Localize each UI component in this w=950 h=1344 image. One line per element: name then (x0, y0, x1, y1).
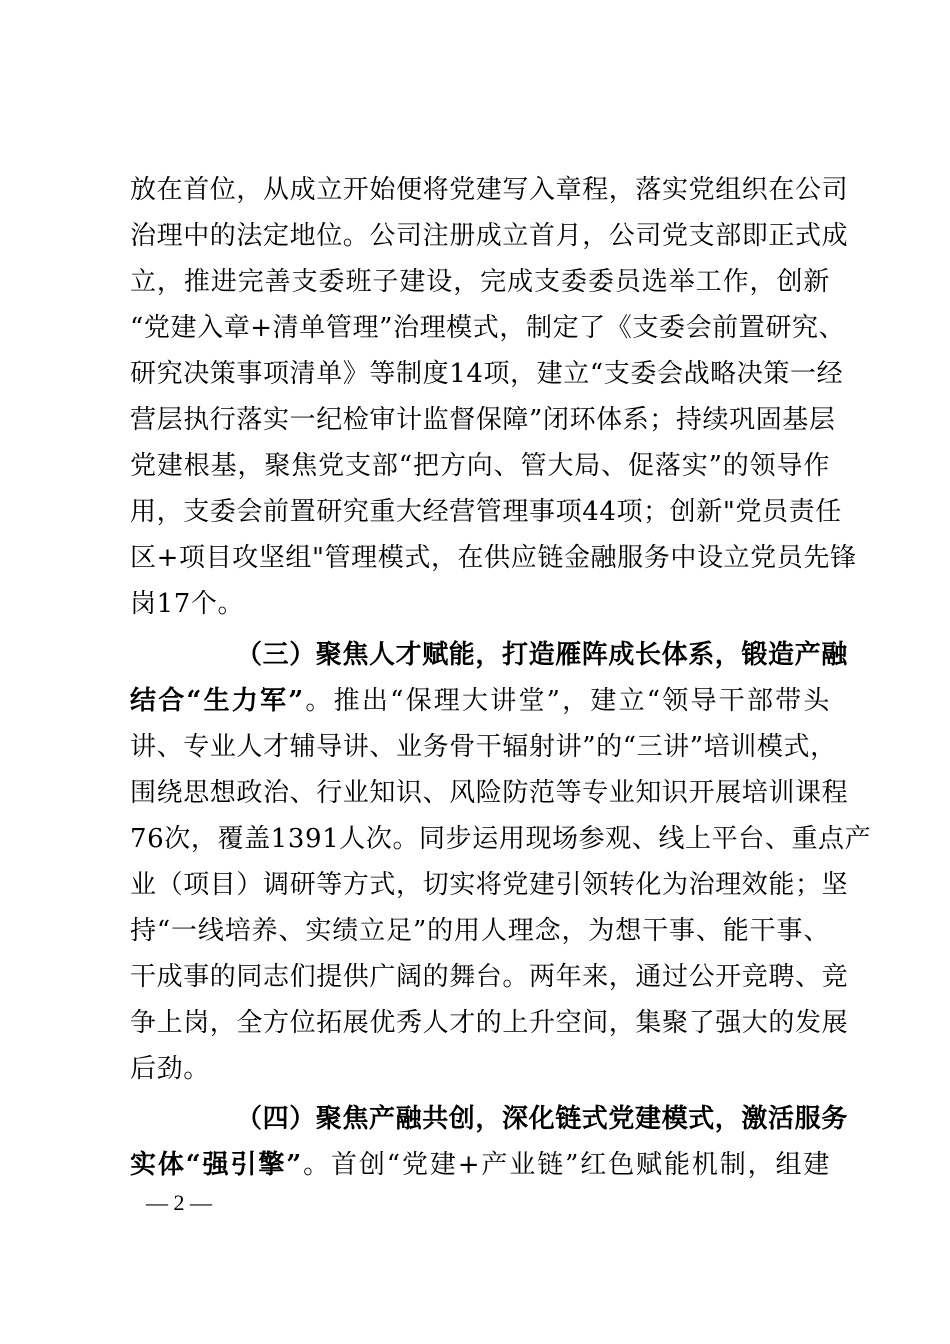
text-line-9: 区+项目攻坚组"管理模式，在供应链金融服务中设立党员先锋 (130, 543, 857, 573)
text-line-4: “党建入章+清单管理”治理模式，制定了《支委会前置研究、 (130, 313, 846, 343)
section-heading-3-tail: 结合“生力军” (130, 686, 304, 716)
text-line-2: 治理中的法定地位。公司注册成立首月，公司党支部即正式成 (130, 221, 849, 251)
section-heading-4-tail: 实体“强引擎” (130, 1150, 302, 1180)
text-line-18: 干成事的同志们提供广阔的舞台。两年来，通过公开竞聘、竞 (130, 962, 849, 992)
text-line-3: 立，推进完善支委班子建设，完成支委委员选举工作，创新 (130, 267, 830, 297)
text-line-20: 后劲。 (130, 1054, 210, 1084)
text-line-8: 用，支委会前置研究重大经营管理事项44项；创新"党员责任 (130, 497, 842, 527)
text-line-16: 业（项目）调研等方式，切实将党建引领转化为治理效能；坚 (130, 870, 849, 900)
section-heading-4 (236, 1096, 848, 1142)
text-line-15: 76次，覆盖1391人次。同步运用现场参观、线上平台、重点产 (130, 824, 872, 854)
text-line-22 (130, 1142, 830, 1188)
text-line-10: 岗17个。 (130, 589, 245, 619)
text-line-7: 党建根基，聚焦党支部“把方向、管大局、促落实”的领导作 (130, 451, 830, 481)
section-heading-3 (236, 632, 848, 678)
text-line-1: 放在首位，从成立开始便将党建写入章程，落实党组织在公司 (130, 175, 849, 205)
section-heading-3-text: （三）聚焦人才赋能，打造雁阵成长体系，锻造产融 (236, 640, 848, 670)
text-line-17: 持“一线培养、实绩立足”的用人理念，为想干事、能干事、 (130, 916, 830, 946)
text-line-13: 讲、专业人才辅导讲、业务骨干辐射讲”的“三讲”培训模式， (130, 732, 837, 762)
text-line-12 (130, 678, 830, 724)
text-line-6: 营层执行落实一纪检审计监督保障”闭环体系；持续巩固基层 (130, 405, 836, 435)
page-number: — 2 — (146, 1190, 212, 1215)
text-line-19: 争上岗，全方位拓展优秀人才的上升空间，集聚了强大的发展 (130, 1008, 849, 1038)
text-line-22-rest: 。首创“党建+产业链”红色赋能机制，组建 (301, 1150, 830, 1180)
text-line-14: 围绕思想政治、行业知识、风险防范等专业知识开展培训课程 (130, 778, 849, 808)
text-line-12-rest: 。推出“保理大讲堂”，建立“领导干部带头 (303, 686, 830, 716)
text-line-5: 研究决策事项清单》等制度14项，建立“支委会战略决策一经 (130, 359, 844, 389)
section-heading-4-text: （四）聚焦产融共创，深化链式党建模式，激活服务 (236, 1104, 848, 1134)
